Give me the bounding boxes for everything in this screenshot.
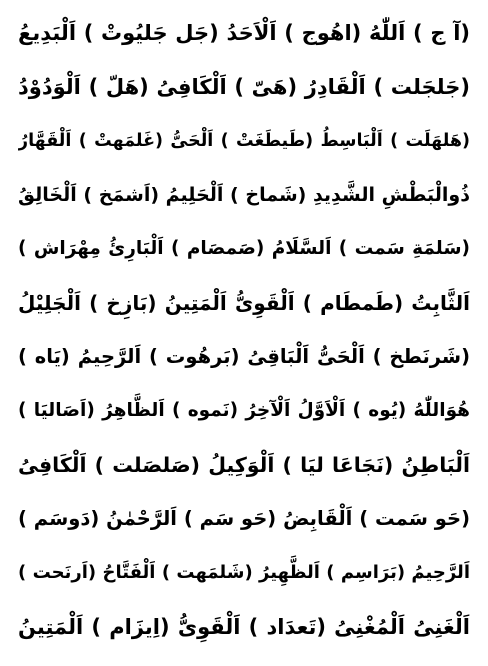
text-line-3: (هَلهَلَت ) اَلْبَاسِطُ (طَيطَغَتْ ) اَلْحَىُّ (غَلمَهتْ ) اَلْقَهَّارُ: [18, 131, 470, 151]
text-line-6: اَلثَّابِتُ (طَمطَام ) اَلْقَوِىُّ اَلْمَتِينُ (بَازِخ ) اَلْجَلِيْلُ: [18, 291, 470, 315]
text-line-7: (شَرنَطخ ) اَلْحَىُّ اَلْبَاقِىُ (بَرهُوت ) اَلرَّحِيمُ (يَاه ): [18, 345, 470, 368]
text-line-4: ذُوالْبَطْشِ الشَّدِيدِ (شَماخ ) اَلْحَلِيمُ (اَشمَخ ) اَلْخَالِقُ: [18, 184, 470, 206]
text-line-10: (حَو سَمت ) اَلْقَابِضُ (حَو سَم ) اَلرَّحْمٰنُ (دَوسَم ): [18, 507, 470, 530]
text-line-12: اَلْغَنِىُ اَلْمُغْنِىُ (تَعدَاد ) اَلْقَوِىُّ (اِيزَام ) اَلْمَتِينُ: [18, 615, 470, 639]
text-line-11: اَلرَّحِيمُ (بَرَاسِم ) اَلظَّهِيرُ (شَلمَهت ) اَلْفَتَّاحُ (اَرنَحت ): [18, 562, 470, 583]
text-line-5: (سَلمَةِ سَمت ) اَلسَّلَامُ (صَمصَام ) اَلْبَارِئُ مِهْرَاش ): [18, 238, 470, 259]
text-line-9: اَلْبَاطِنُ (نَجَاعَا ليَا ) اَلْوَكِيلُ (صَلصَلت ) اَلْكَافِىُ: [18, 453, 470, 477]
text-line-2: (جَلجَلت ) اَلْقَادِرُ (هَىّ ) اَلْكَافِىُ (هَلّ ) اَلْوَدُوْدُ: [18, 75, 470, 99]
text-line-1: (آ ج ) اَللّٰهُ (اهُوج ) اَلْاَحَدُ (جَل جَليُوتْ ) اَلْبَدِيعُ: [18, 21, 470, 45]
text-line-8: هُوَاللّٰهُ (يُوه ) اَلْاَوَّلُ اَلْآخِرُ (نَموه ) اَلظَّاهِرُ (اَصَاليَا ): [18, 400, 470, 421]
